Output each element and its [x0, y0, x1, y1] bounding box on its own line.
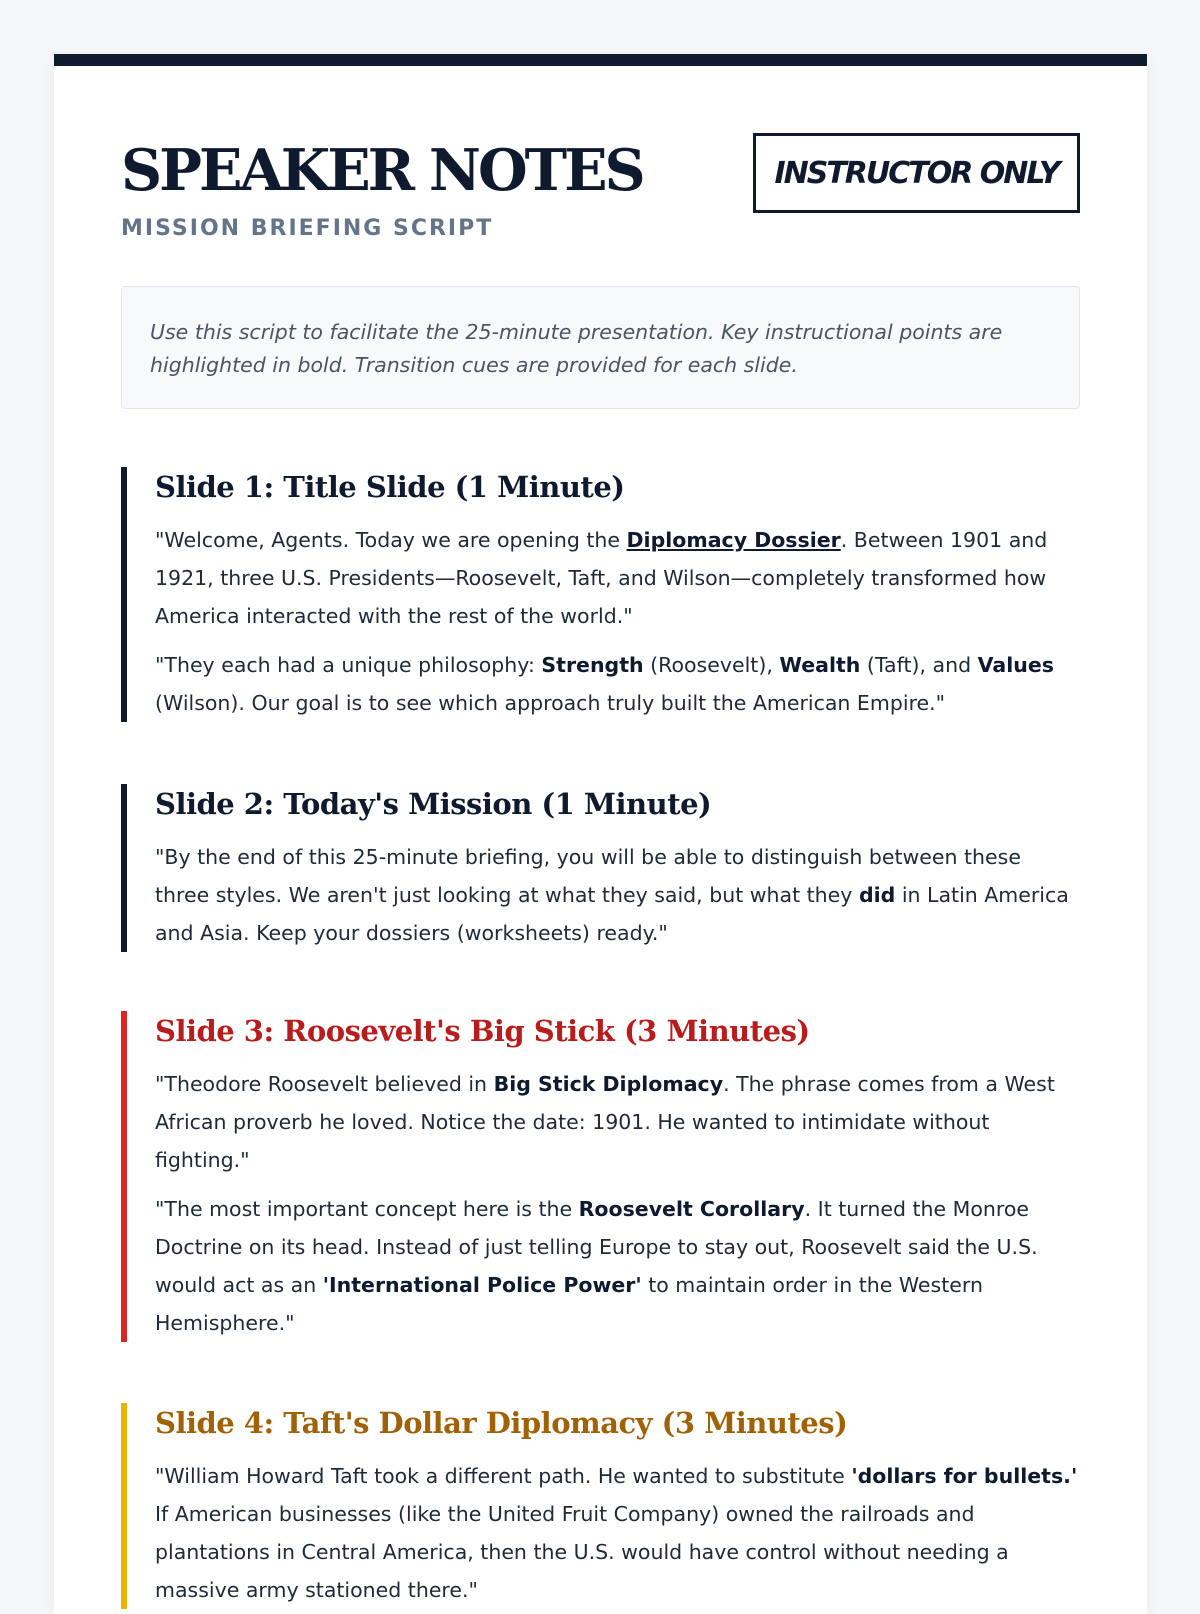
intro-callout: [121, 286, 1080, 409]
text-run: If American businesses (like the United Fruit Company) owned the railroads and plantations in Central America, then the U.S. would have control without needing a massive army stationed there.": [155, 1502, 1009, 1602]
emphasis-text: Strength: [541, 653, 644, 677]
text-run: "The most important concept here is the: [155, 1197, 579, 1221]
emphasis-text: Big Stick Diplomacy: [493, 1072, 724, 1096]
text-run: "They each had a unique philosophy:: [155, 653, 542, 677]
text-run: "William Howard Taft took a different path. He wanted to substitute: [155, 1464, 852, 1488]
text-run: (Taft), and: [860, 653, 978, 677]
text-run: in Latin America and Asia. Keep your dossiers (worksheets) ready.": [155, 883, 1069, 945]
text-run: . It turned the Monroe Doctrine on its head. Instead of just telling Europe to stay out, Roosevelt said the U.S. would act as an: [155, 1197, 1038, 1297]
text-run: . Between 1901 and 1921, three U.S. Presidents—Roosevelt, Taft, and Wilson—completely transformed how America interacted with the rest of the world.": [155, 528, 1048, 628]
emphasis-text: 'International Police Power': [322, 1273, 642, 1297]
document-page: [54, 54, 1147, 1614]
document-content: [121, 66, 1080, 1602]
text-run: "Welcome, Agents. Today we are opening the: [155, 528, 627, 552]
emphasis-text: Diplomacy Dossier: [626, 528, 841, 552]
document-header: [121, 66, 1080, 296]
emphasis-text: did: [858, 883, 896, 907]
slide-paragraph: [155, 521, 1080, 635]
stamp-label: INSTRUCTOR ONLY: [774, 155, 1059, 191]
text-run: "By the end of this 25-minute briefing, you will be able to distinguish between these three styles. We aren't just looking at what they said, but what they: [155, 845, 1021, 907]
slide-heading: Slide 4: Taft's Dollar Diplomacy (3 Minutes): [155, 1406, 848, 1440]
slide-heading: Slide 1: Title Slide (1 Minute): [155, 470, 625, 504]
text-run: . The phrase comes from a West African proverb he loved. Notice the date: 1901. He wanted to intimidate without fighting.": [155, 1072, 1055, 1172]
page-title: SPEAKER NOTES: [121, 137, 643, 204]
instructor-only-stamp: [753, 133, 1080, 213]
slide-paragraph: [155, 1190, 1080, 1342]
text-run: "Theodore Roosevelt believed in: [155, 1072, 494, 1096]
slide-paragraph: [155, 646, 1080, 722]
slide-paragraph: [155, 838, 1080, 952]
slide-note-1: [121, 467, 1080, 722]
slide-note-4: [121, 1403, 1080, 1609]
text-run: to maintain order in the Western Hemisphere.": [155, 1273, 983, 1335]
slide-note-3: [121, 1011, 1080, 1342]
slide-heading: Slide 3: Roosevelt's Big Stick (3 Minutes): [155, 1014, 810, 1048]
emphasis-text: Values: [977, 653, 1054, 677]
text-run: (Roosevelt),: [643, 653, 780, 677]
slide-paragraph: [155, 1065, 1080, 1179]
emphasis-text: Roosevelt Corollary: [578, 1197, 805, 1221]
text-run: (Wilson). Our goal is to see which approach truly built the American Empire.": [155, 691, 946, 715]
intro-text: Use this script to facilitate the 25-minute presentation. Key instructional points are highlighted in bold. Transition cues are provided for each slide.: [150, 320, 1003, 377]
slide-note-2: [121, 784, 1080, 952]
page-subtitle: MISSION BRIEFING SCRIPT: [121, 216, 494, 241]
slide-heading: Slide 2: Today's Mission (1 Minute): [155, 787, 712, 821]
slide-paragraph: [155, 1457, 1080, 1609]
emphasis-text: Wealth: [779, 653, 861, 677]
emphasis-text: 'dollars for bullets.': [851, 1464, 1078, 1488]
